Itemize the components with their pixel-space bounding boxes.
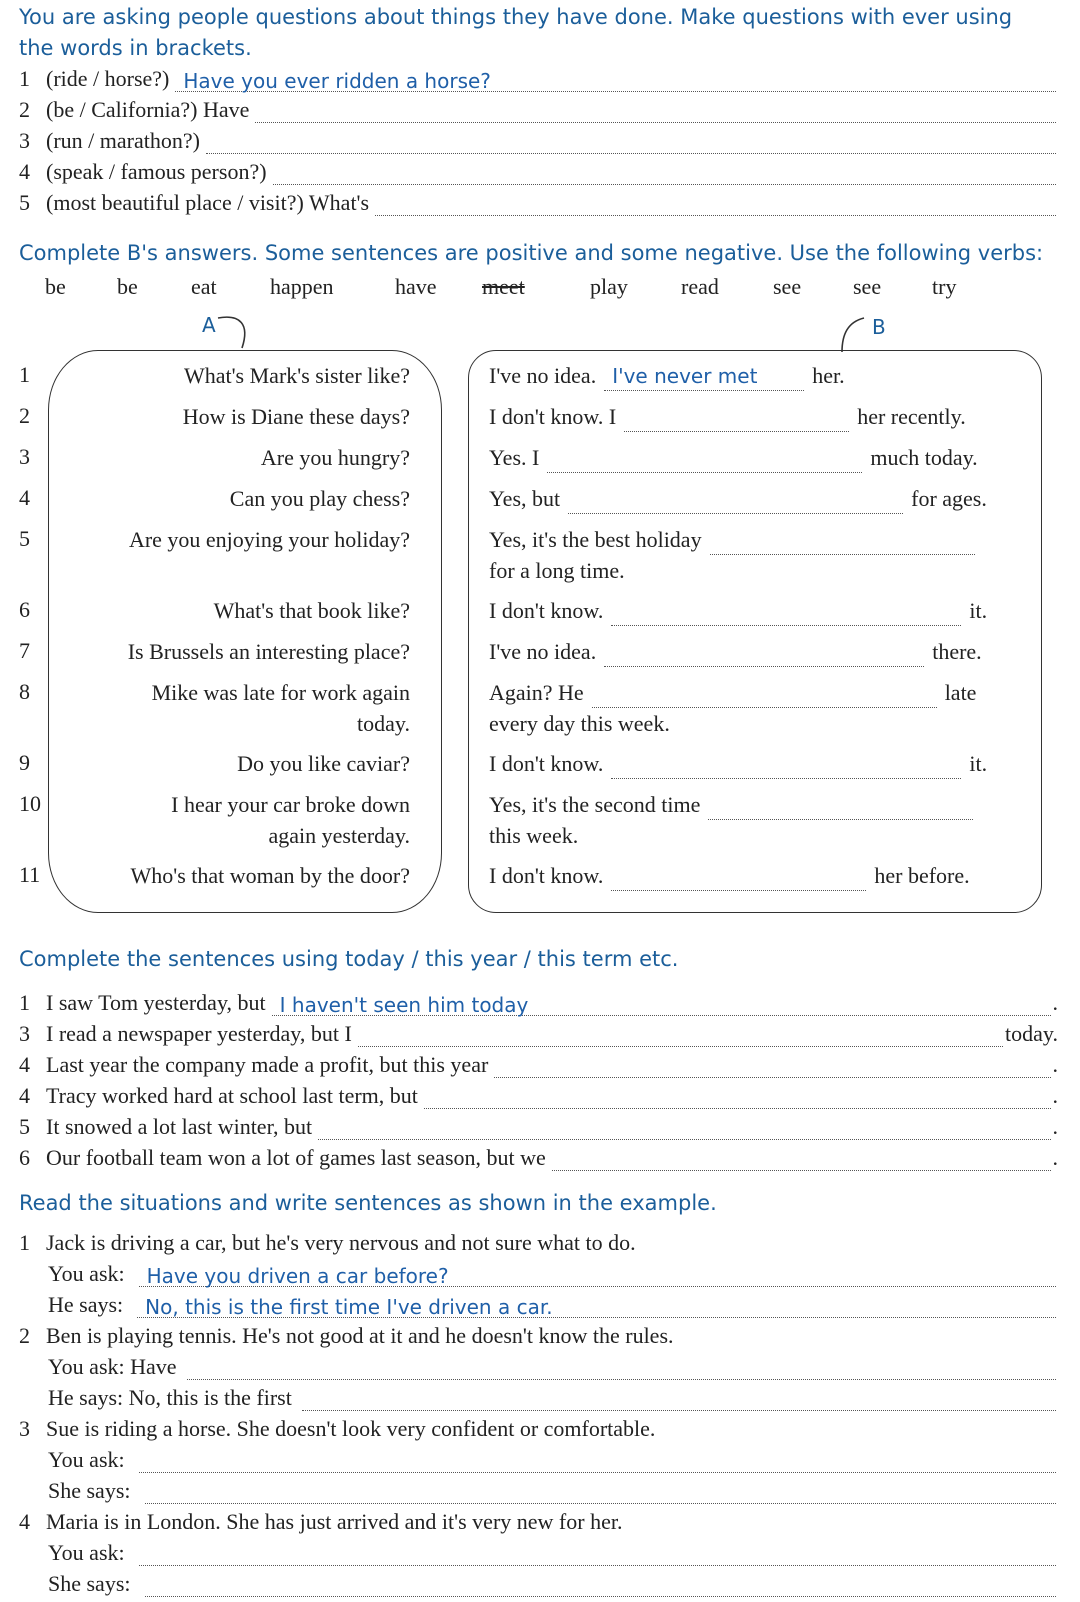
exercise-1-instruction: You are asking people questions about things they have done. Make questions with ever using the words in brackets. (19, 5, 1013, 60)
row-number: 2 (19, 403, 30, 428)
row-number: 6 (19, 597, 30, 622)
you-ask-line: You ask: Have you driven a car before? (48, 1257, 1058, 1287)
says-line: She says: (48, 1567, 1058, 1597)
a-question: Are you enjoying your holiday? (128, 527, 410, 552)
answer-field[interactable] (611, 603, 961, 626)
b-answer-row: I've no idea. there. (489, 636, 1029, 667)
b-answer-row: I don't know. it. (489, 595, 1029, 626)
a-question: Who's that woman by the door? (130, 863, 410, 888)
row-number: 9 (19, 750, 30, 775)
b-answer-row: I've no idea. I've never met her. (489, 360, 1029, 391)
row-number: 10 (19, 791, 41, 816)
answer-field[interactable] (708, 797, 973, 820)
answer-field[interactable] (710, 532, 975, 555)
answer-field[interactable]: Have you driven a car before? (139, 1264, 1056, 1287)
ex4-situation: 4 Maria is in London. She has just arrived and it's very new for her. (19, 1509, 623, 1534)
row-number: 5 (19, 526, 30, 551)
answer-field[interactable] (273, 162, 1056, 185)
verb: happen (270, 274, 334, 299)
answer-field[interactable] (187, 1357, 1056, 1380)
verb: be (117, 274, 138, 299)
you-ask-line: You ask: (48, 1443, 1058, 1473)
says-line: She says: (48, 1474, 1058, 1504)
exercise-3-instruction: Complete the sentences using today / this year / this term etc. (19, 947, 679, 971)
exercise-4-instruction: Read the situations and write sentences as shown in the example. (19, 1191, 717, 1215)
verb: have (395, 274, 437, 299)
ex1-item-1: 1 (ride / horse?) Have you ever ridden a horse? (19, 62, 1058, 92)
answer-field[interactable] (139, 1543, 1056, 1566)
answer-field[interactable]: I haven't seen him today (272, 993, 1051, 1016)
ex1-item-3: 3 (run / marathon?) (19, 124, 1058, 154)
ex4-situation: 3 Sue is riding a horse. She doesn't look very confident or comfortable. (19, 1416, 656, 1441)
answer-field[interactable] (624, 409, 849, 432)
you-ask-line: You ask: Have (48, 1350, 1058, 1380)
answer-field[interactable]: No, this is the first time I've driven a car. (137, 1295, 1056, 1318)
a-question: Do you like caviar? (237, 751, 410, 776)
answer-field[interactable]: Have you ever ridden a horse? (175, 69, 1056, 92)
ex4-situation: 2 Ben is playing tennis. He's not good at it and he doesn't know the rules. (19, 1323, 674, 1348)
says-line: He says: No, this is the first (48, 1381, 1058, 1411)
verb: read (681, 274, 719, 299)
verb: play (590, 274, 628, 299)
row-number: 7 (19, 638, 30, 663)
ex3-item: 5 It snowed a lot last winter, but . (19, 1114, 1058, 1139)
a-question: I hear your car broke down again yesterday. (171, 792, 410, 848)
a-question: What's Mark's sister like? (183, 363, 410, 388)
answer-field[interactable] (206, 131, 1056, 154)
speaker-a-label: A (202, 313, 216, 337)
says-line: He says: No, this is the first time I've driven a car. (48, 1288, 1058, 1318)
row-number: 3 (19, 444, 30, 469)
answer-field[interactable] (255, 100, 1056, 123)
answer-field[interactable] (592, 685, 937, 708)
answer-field[interactable] (145, 1574, 1057, 1597)
answer-field[interactable]: I've never met (604, 368, 804, 391)
b-answer-row: Yes, it's the best holiday for a long time. (489, 524, 1029, 586)
answer-field[interactable] (611, 868, 866, 891)
ex3-item: 4 Tracy worked hard at school last term, but . (19, 1083, 1058, 1108)
answer-field[interactable] (547, 450, 862, 473)
b-answer-row: Again? He late every day this week. (489, 680, 977, 736)
verb-struck: meet (482, 274, 525, 299)
row-number: 8 (19, 679, 30, 704)
a-question: Is Brussels an interesting place? (127, 639, 410, 664)
row-number: 4 (19, 485, 30, 510)
answer-field[interactable] (375, 193, 1056, 216)
verb: eat (191, 274, 217, 299)
answer-field[interactable] (494, 1055, 1050, 1078)
exercise-2-instruction: Complete B's answers. Some sentences are positive and some negative. Use the following verbs: (19, 241, 1044, 265)
b-answer-row: Yes, it's the second time this week. (489, 789, 1029, 851)
b-answer-row: I don't know. I her recently. (489, 401, 1029, 432)
speaker-b-label: B (872, 315, 886, 339)
ex3-item: 4 Last year the company made a profit, but this year . (19, 1052, 1058, 1077)
verb: try (932, 274, 957, 299)
answer-field[interactable] (568, 491, 903, 514)
ex4-situation: 1 Jack is driving a car, but he's very nervous and not sure what to do. (19, 1230, 636, 1255)
answer-field[interactable] (424, 1086, 1051, 1109)
ex3-item: 1 I saw Tom yesterday, but I haven't seen him today . (19, 990, 1058, 1017)
ex3-item: 6 Our football team won a lot of games last season, but we . (19, 1145, 1058, 1170)
verb: see (773, 274, 802, 299)
verb: be (45, 274, 66, 299)
verb: see (853, 274, 882, 299)
answer-field[interactable] (139, 1450, 1056, 1473)
row-number: 1 (19, 362, 30, 387)
b-answer-row: Yes. I much today. (489, 442, 1029, 473)
answer-field[interactable] (318, 1117, 1050, 1140)
ex3-item: 3 I read a newspaper yesterday, but I today. (19, 1021, 1058, 1046)
b-answer-row: Yes, but for ages. (489, 483, 1029, 514)
b-answer-row: I don't know. her before. (489, 860, 1029, 891)
answer-field[interactable] (552, 1148, 1051, 1171)
b-answer-row: I don't know. it. (489, 748, 1029, 779)
a-question: Are you hungry? (260, 445, 410, 470)
answer-field[interactable] (145, 1481, 1057, 1504)
a-question: How is Diane these days? (182, 404, 410, 429)
a-question: Can you play chess? (229, 486, 410, 511)
you-ask-line: You ask: (48, 1536, 1058, 1566)
row-number: 11 (19, 862, 41, 887)
ex1-item-5: 5 (most beautiful place / visit?) What's (19, 186, 1058, 216)
a-question: Mike was late for work again today. (151, 680, 410, 736)
answer-field[interactable] (302, 1388, 1056, 1411)
a-question: What's that book like? (213, 598, 410, 623)
answer-field[interactable] (611, 756, 961, 779)
answer-field[interactable] (358, 1024, 1003, 1047)
ex1-item-4: 4 (speak / famous person?) (19, 155, 1058, 185)
ex1-item-2: 2 (be / California?) Have (19, 93, 1058, 123)
answer-field[interactable] (604, 644, 924, 667)
